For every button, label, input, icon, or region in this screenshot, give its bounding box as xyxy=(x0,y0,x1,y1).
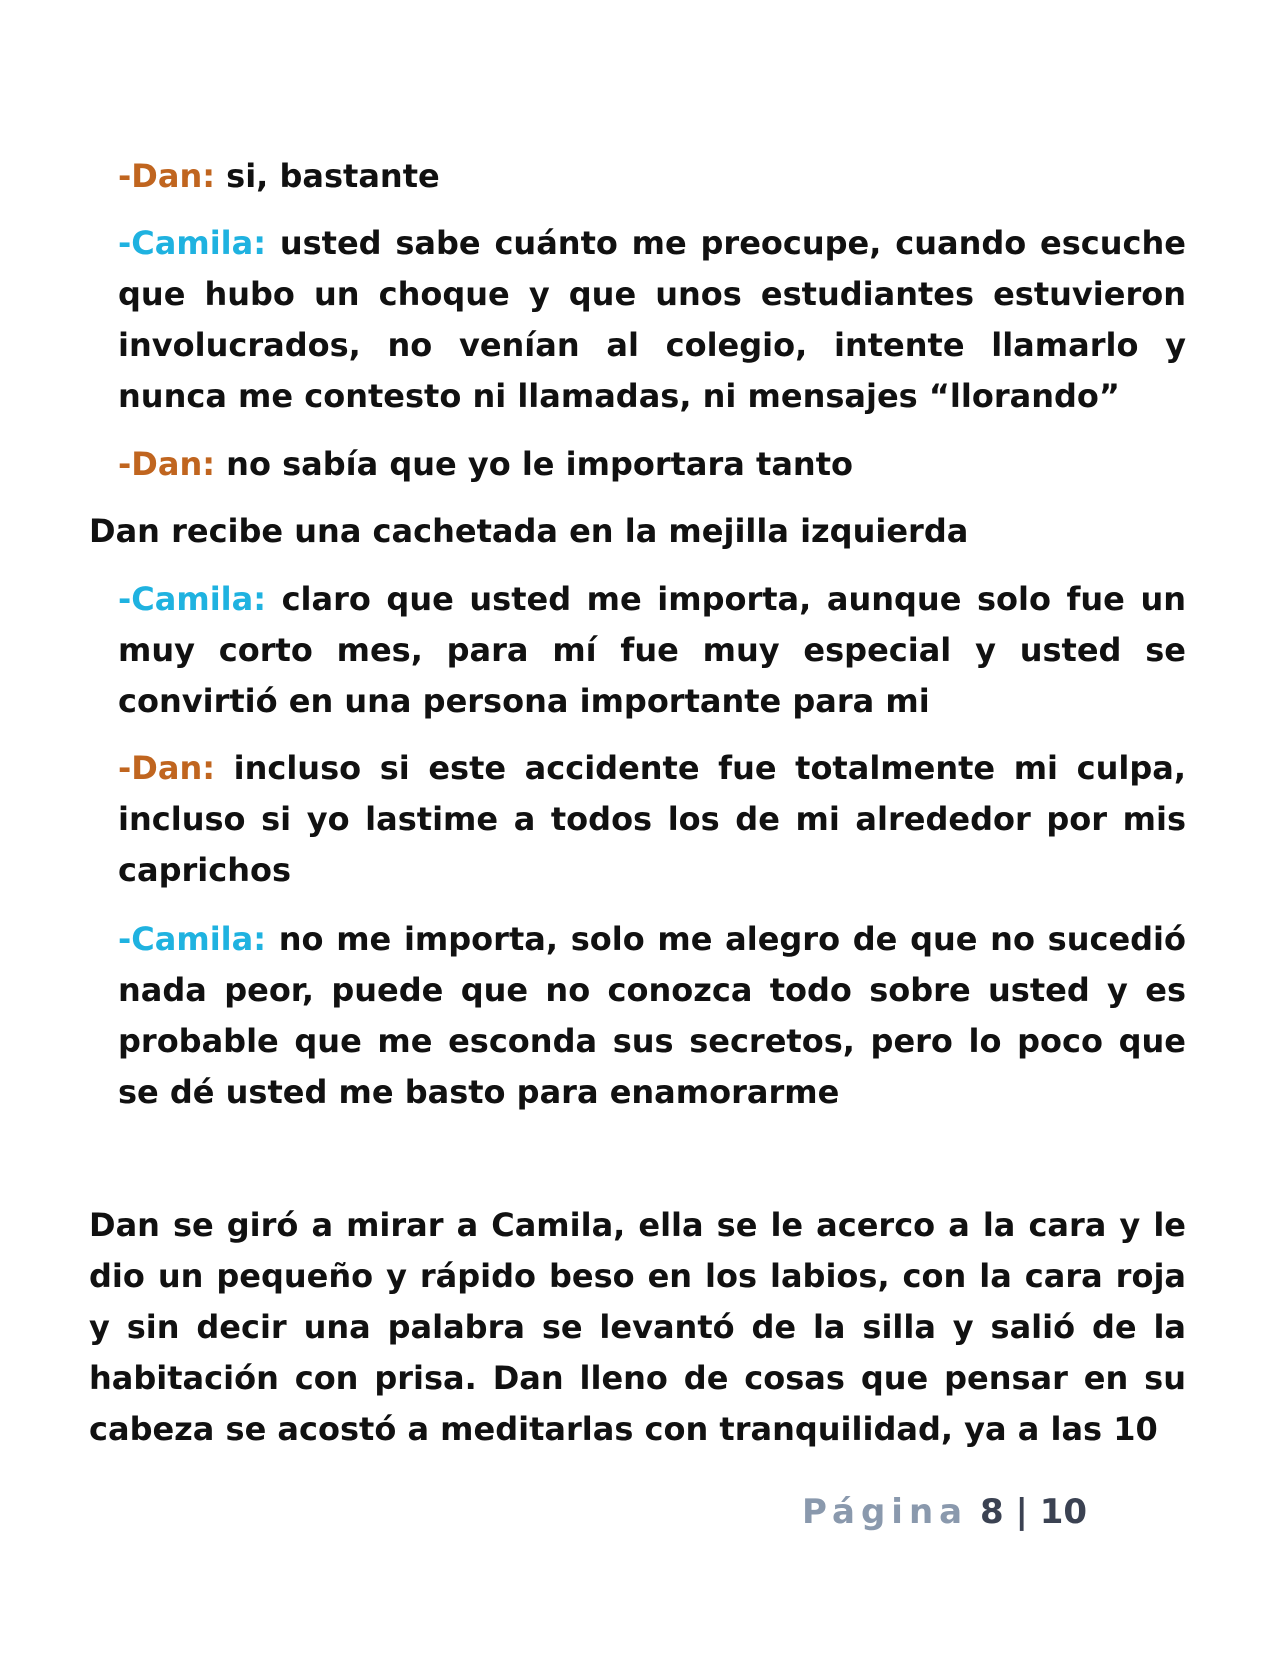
dialogue-text: claro que usted me importa, aunque solo fue un muy corto mes, para mí fue muy especial y usted se convirtió en una persona importante para mi xyxy=(118,580,1186,720)
page-label: Página xyxy=(802,1492,969,1532)
dialogue-line xyxy=(118,743,1186,896)
dialogue-text: no sabía que yo le importara tanto xyxy=(215,445,853,483)
speaker-name: -Camila: xyxy=(118,580,267,618)
dialogue-text: si, bastante xyxy=(215,157,440,195)
speaker-name: -Camila: xyxy=(118,920,267,958)
narration-text: Dan recibe una cachetada en la mejilla izquierda xyxy=(89,512,969,550)
page-separator: | xyxy=(1015,1492,1028,1532)
dialogue-text: usted sabe cuánto me preocupe, cuando escuche que hubo un choque y que unos estudiantes estuvieron involucrados, no venían al colegio, intente llamarlo y nunca me contesto ni llamadas, ni mensajes “llorando” xyxy=(118,224,1186,415)
dialogue-line xyxy=(118,151,1186,202)
narration-paragraph xyxy=(89,506,1186,557)
page-number: 8 xyxy=(979,1492,1004,1532)
page-total: 10 xyxy=(1039,1492,1088,1532)
dialogue-line xyxy=(118,574,1186,727)
speaker-name: -Dan: xyxy=(118,445,216,483)
speaker-name: -Camila: xyxy=(118,224,267,262)
dialogue-line xyxy=(118,914,1186,1118)
narration-paragraph xyxy=(89,1200,1186,1455)
speaker-name: -Dan: xyxy=(118,749,216,787)
narration-text: Dan se giró a mirar a Camila, ella se le acerco a la cara y le dio un pequeño y rápido beso en los labios, con la cara roja y sin decir una palabra se levantó de la silla y salió de la habitación con prisa. Dan lleno de cosas que pensar en su cabeza se acostó a meditarlas con tranquilidad, ya a las 10 xyxy=(89,1206,1186,1448)
dialogue-line xyxy=(118,439,1186,490)
speaker-name: -Dan: xyxy=(118,157,216,195)
dialogue-text: no me importa, solo me alegro de que no sucedió nada peor, puede que no conozca todo sobre usted y es probable que me esconda sus secretos, pero lo poco que se dé usted me basto para enamorarme xyxy=(118,920,1186,1111)
dialogue-text: incluso si este accidente fue totalmente mi culpa, incluso si yo lastime a todos los de mi alrededor por mis caprichos xyxy=(118,749,1186,889)
dialogue-line xyxy=(118,218,1186,422)
page-footer xyxy=(802,1492,1087,1532)
